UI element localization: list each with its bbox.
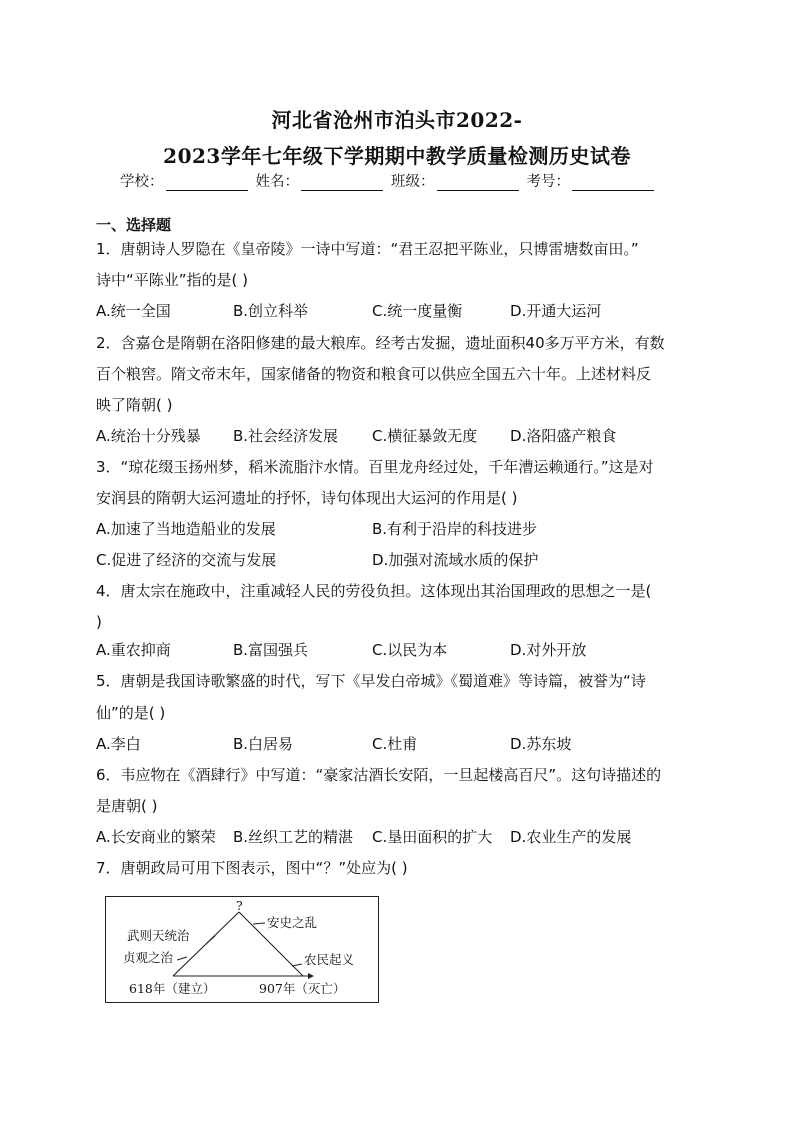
leader-anshi <box>253 923 265 924</box>
school-field <box>120 170 248 191</box>
question-2-option-b[interactable]: B.社会经济发展 <box>233 427 339 445</box>
school-label: 学校： <box>120 174 164 190</box>
class-label: 班级： <box>391 174 435 190</box>
class-blank[interactable] <box>437 176 519 191</box>
leader-zhenguan <box>177 957 187 960</box>
student-info-row <box>120 170 680 191</box>
diagram-peasant-uprising: 农民起义 <box>304 952 355 967</box>
question-3-option-d[interactable]: D.加强对流域水质的保护 <box>372 551 539 569</box>
question-4-line-2: ) <box>96 613 102 631</box>
question-2-line-1: 2．含嘉仓是隋朝在洛阳修建的最大粮库。经考古发掘，遗址面积40多万平方米，有数 <box>96 334 665 352</box>
exam-title-line1: 河北省沧州市泊头市2022- <box>271 108 523 132</box>
question-5-option-d[interactable]: D.苏东坡 <box>510 735 572 753</box>
question-6-option-a[interactable]: A.长安商业的繁荣 <box>96 828 216 846</box>
diagram-zhenguan: 贞观之治 <box>123 950 174 965</box>
section-title: 一、选择题 <box>96 216 172 234</box>
question-1-line-2: 诗中“平陈业”指的是( ) <box>96 271 249 289</box>
leader-wu-zetian <box>206 936 215 944</box>
question-6-option-c[interactable]: C.垦田面积的扩大 <box>372 828 493 846</box>
question-2-option-a[interactable]: A.统治十分残暴 <box>96 427 201 445</box>
question-2-option-c[interactable]: C.横征暴敛无度 <box>372 427 478 445</box>
question-6-option-d[interactable]: D.农业生产的发展 <box>510 828 632 846</box>
question-4-option-a[interactable]: A.重农抑商 <box>96 641 171 659</box>
diagram-anshi-rebellion: 安史之乱 <box>267 915 318 930</box>
question-5-option-a[interactable]: A.李白 <box>96 735 141 753</box>
exam-no-label: 考号： <box>526 174 570 190</box>
question-2-line-3: 映了隋朝( ) <box>96 396 173 414</box>
name-blank[interactable] <box>301 176 383 191</box>
question-2-line-2: 百个粮窖。隋文帝末年，国家储备的物资和粮食可以供应全国五六十年。上述材料反 <box>96 365 652 383</box>
question-3-option-a[interactable]: A.加速了当地造船业的发展 <box>96 520 276 538</box>
question-6-line-2: 是唐朝( ) <box>96 797 158 815</box>
question-3-line-2: 安润县的隋朝大运河遗址的抒怀，诗句体现出大运河的作用是( ) <box>96 489 518 507</box>
question-1-option-b[interactable]: B.创立科举 <box>233 302 309 320</box>
question-1-option-d[interactable]: D.开通大运河 <box>510 302 602 320</box>
question-6-option-b[interactable]: B.丝织工艺的精湛 <box>233 828 354 846</box>
exam-title-line2: 2023学年七年级下学期期中教学质量检测历史试卷 <box>163 144 631 168</box>
question-5-line-2: 仙”的是( ) <box>96 704 166 722</box>
exam-no-blank[interactable] <box>572 176 654 191</box>
question-2-option-d[interactable]: D.洛阳盛产粮食 <box>510 427 617 445</box>
question-4-line-1: 4．唐太宗在施政中，注重减轻人民的劳役负担。这体现出其治国理政的思想之一是( <box>96 582 652 600</box>
question-4-option-d[interactable]: D.对外开放 <box>510 641 587 659</box>
diagram-start-year: 618年（建立） <box>129 981 216 996</box>
leader-uprising <box>292 964 302 966</box>
question-5-option-b[interactable]: B.白居易 <box>233 735 294 753</box>
tang-politics-diagram <box>105 896 379 1003</box>
question-4-option-c[interactable]: C.以民为本 <box>372 641 448 659</box>
name-label: 姓名： <box>255 174 299 190</box>
question-3-option-c[interactable]: C.促进了经济的交流与发展 <box>96 551 277 569</box>
exam-no-field <box>527 170 655 191</box>
question-7-line-1: 7．唐朝政局可用下图表示，图中“？”处应为( ) <box>96 859 408 877</box>
question-3-option-b[interactable]: B.有利于沿岸的科技进步 <box>372 520 538 538</box>
diagram-wu-zetian: 武则天统治 <box>127 928 190 943</box>
question-5-option-c[interactable]: C.杜甫 <box>372 735 418 753</box>
diagram-peak-label: ? <box>236 898 243 913</box>
question-3-line-1: 3．“琼花缀玉扬州梦，稻米流脂汴水情。百里龙舟经过处，千年漕运赖通行。”这是对 <box>96 458 654 476</box>
diagram-end-year: 907年（灭亡） <box>259 981 346 996</box>
question-1-line-1: 1．唐朝诗人罗隐在《皇帝陵》一诗中写道：“君王忍把平陈业，只博雷塘数亩田。” <box>96 240 639 258</box>
class-field <box>391 170 519 191</box>
question-5-line-1: 5．唐朝是我国诗歌繁盛的时代，写下《早发白帝城》《蜀道难》等诗篇，被誉为“诗 <box>96 672 646 690</box>
question-1-option-c[interactable]: C.统一度量衡 <box>372 302 463 320</box>
school-blank[interactable] <box>166 176 248 191</box>
timeline-arrow <box>308 973 314 979</box>
question-4-option-b[interactable]: B.富国强兵 <box>233 641 309 659</box>
question-1-option-a[interactable]: A.统一全国 <box>96 302 171 320</box>
question-6-line-1: 6．韦应物在《酒肆行》中写道：“豪家沽酒长安陌，一旦起楼高百尺”。这句诗描述的 <box>96 766 662 784</box>
name-field <box>256 170 384 191</box>
